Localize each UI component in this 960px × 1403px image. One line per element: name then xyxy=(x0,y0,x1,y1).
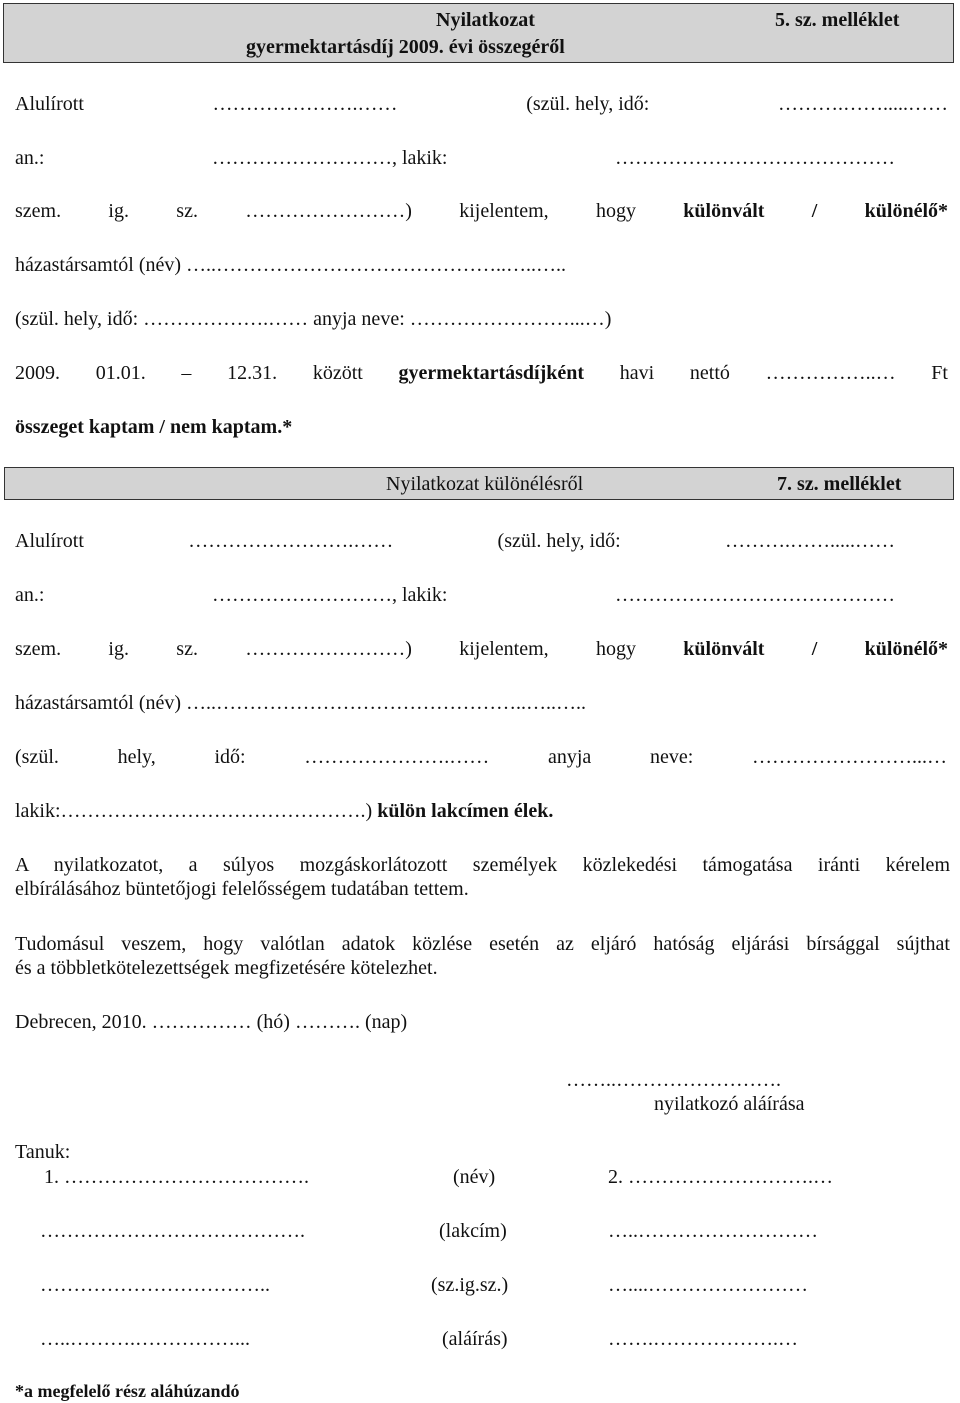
address-blank[interactable]: …………………………………… xyxy=(614,584,895,606)
title-kulonelesrol: Nyilatkozat különélésről xyxy=(386,473,584,495)
label-birth: (szül. hely, idő: xyxy=(15,308,139,330)
word-ido: idő: xyxy=(214,746,246,768)
paragraph-2-line-1: Tudomásul veszem, hogy valótlan adatok közlése esetén az eljáró hatóság eljárási bírsággal sújthat xyxy=(15,933,950,955)
label-alulirott: Alulírott xyxy=(15,93,84,115)
mother-blank[interactable]: ………………………, lakik: xyxy=(211,147,448,169)
title-line-2: gyermektartásdíj 2009. évi összegéről xyxy=(246,36,565,58)
paragraph-1-line-1: A nyilatkozatot, a súlyos mozgáskorlátozott személyek közlekedési támogatása iránti kérelem xyxy=(15,854,950,876)
s2-line-1 xyxy=(15,529,895,553)
s1-line-1 xyxy=(15,92,948,116)
witnesses-title: Tanuk: xyxy=(15,1141,71,1163)
s2-line-4 xyxy=(15,691,586,715)
word-neve: neve: xyxy=(649,746,694,768)
s1-line-3 xyxy=(15,199,948,223)
s1-line-2 xyxy=(15,146,895,170)
s1-line-6 xyxy=(15,361,948,385)
paragraph-2-line-2: és a többletkötelezettségek megfizetésére kötelezhet. xyxy=(15,957,438,979)
witness-1-name[interactable]: 1. ………………………………. xyxy=(44,1166,309,1188)
witness-2-signature[interactable]: …….……………….… xyxy=(608,1328,798,1350)
address-blank[interactable]: ……………………………………….) xyxy=(60,800,373,822)
mother-name-blank[interactable]: ……………………...…) xyxy=(409,308,612,330)
s1-line-7: összeget kaptam / nem kaptam.* xyxy=(15,416,293,438)
word-anyja: anyja xyxy=(547,746,592,768)
address-blank[interactable]: …………………………………… xyxy=(614,147,895,169)
word-szul: (szül. xyxy=(15,746,59,768)
date-line xyxy=(15,1010,407,1034)
word-kozott: között xyxy=(312,362,363,384)
spouse-blank[interactable]: …..………………………………………..…..….. xyxy=(186,692,587,714)
word-hely: hely, xyxy=(117,746,156,768)
word-kijelentem: kijelentem, xyxy=(459,200,549,222)
name-blank[interactable]: …………………….…… xyxy=(188,530,394,552)
id-blank[interactable]: ……………………) xyxy=(245,200,412,222)
amount-blank[interactable]: ……………..… xyxy=(765,362,896,384)
label-ig: ig. xyxy=(108,200,129,222)
signature-blank[interactable]: ……..……………………. xyxy=(566,1069,781,1091)
mother-blank[interactable]: ………………………, lakik: xyxy=(211,584,448,606)
word-havi: havi xyxy=(619,362,655,384)
date-end: 12.31. xyxy=(227,362,278,384)
witness-1-signature[interactable]: …..……….……………... xyxy=(40,1328,250,1350)
option-kulonvalt: különvált xyxy=(683,638,765,660)
month-blank[interactable]: …………… xyxy=(151,1011,252,1033)
s2-line-5 xyxy=(15,745,947,769)
signature-label: nyilatkozó aláírása xyxy=(654,1093,805,1115)
option-separator: / xyxy=(811,638,818,660)
witness-2-address[interactable]: …..……………………… xyxy=(608,1220,818,1242)
birth-blank[interactable]: ……….…….....…… xyxy=(777,93,948,115)
paragraph-1 xyxy=(15,853,950,901)
word-gyermektartasdij: gyermektartásdíjként xyxy=(398,362,585,384)
label-sz: sz. xyxy=(176,200,198,222)
label-mother: an.: xyxy=(15,584,45,606)
id-label: (sz.ig.sz.) xyxy=(431,1274,509,1296)
s2-line-2 xyxy=(15,583,895,607)
s2-line-6 xyxy=(15,799,553,823)
option-kulonelo: különélő* xyxy=(864,638,948,660)
year: 2009. xyxy=(15,362,60,384)
dash: – xyxy=(181,362,192,384)
label-birth: (szül. hely, idő: xyxy=(526,93,650,115)
title-line-1: Nyilatkozat xyxy=(436,9,535,31)
separate-address-text: külön lakcímen élek. xyxy=(377,800,554,822)
annex-label-5: 5. sz. melléklet xyxy=(775,9,900,31)
option-kulonvalt: különvált xyxy=(683,200,765,222)
label-sz: sz. xyxy=(176,638,198,660)
witness-2-id[interactable]: …....…………………… xyxy=(608,1274,808,1296)
word-hogy: hogy xyxy=(595,638,636,660)
witness-1-address[interactable]: …………………………………. xyxy=(40,1220,305,1242)
s1-line-5 xyxy=(15,307,611,331)
label-spouse: házastársamtól (név) xyxy=(15,254,182,276)
paragraph-1-line-2: elbírálásához büntetőjogi felelősségem tudatában tettem. xyxy=(15,878,469,900)
month-label: (hó) xyxy=(256,1011,290,1033)
label-szem: szem. xyxy=(15,200,62,222)
s1-line-4 xyxy=(15,253,566,277)
label-lakik: lakik: xyxy=(15,800,61,822)
spouse-blank[interactable]: …..……………………………………..…..….. xyxy=(186,254,567,276)
name-blank[interactable]: ………………….…… xyxy=(212,93,398,115)
currency: Ft xyxy=(931,362,948,384)
label-spouse: házastársamtól (név) xyxy=(15,692,182,714)
s2-line-3 xyxy=(15,637,948,661)
id-blank[interactable]: ……………………) xyxy=(245,638,412,660)
day-label: (nap) xyxy=(364,1011,408,1033)
birth-blank[interactable]: ……………….…… xyxy=(143,308,309,330)
label-ig: ig. xyxy=(108,638,129,660)
place-year: Debrecen, 2010. xyxy=(15,1011,147,1033)
date-start: 01.01. xyxy=(95,362,146,384)
label-alulirott: Alulírott xyxy=(15,530,84,552)
signature-label-witness: (aláírás) xyxy=(442,1328,508,1350)
option-kulonelo: különélő* xyxy=(864,200,948,222)
paragraph-2 xyxy=(15,932,950,980)
footnote: *a megfelelő rész aláhúzandó xyxy=(15,1381,240,1401)
label-szem: szem. xyxy=(15,638,62,660)
witness-1-id[interactable]: …………………………….. xyxy=(40,1274,270,1296)
birth-blank[interactable]: ………………….…… xyxy=(304,746,490,768)
word-netto: nettó xyxy=(689,362,730,384)
address-label: (lakcím) xyxy=(439,1220,507,1242)
word-hogy: hogy xyxy=(595,200,636,222)
birth-blank[interactable]: ……….…….....…… xyxy=(725,530,895,552)
witness-2-name[interactable]: 2. ……………………….… xyxy=(608,1166,833,1188)
option-separator: / xyxy=(811,200,818,222)
label-mother-name: anyja neve: xyxy=(313,308,405,330)
label-mother: an.: xyxy=(15,147,45,169)
name-label: (név) xyxy=(453,1166,496,1188)
word-kijelentem: kijelentem, xyxy=(459,638,549,660)
day-blank[interactable]: ………. xyxy=(294,1011,360,1033)
annex-label-7: 7. sz. melléklet xyxy=(777,473,902,495)
mother-name-blank[interactable]: ……………………...… xyxy=(752,746,947,768)
label-birth: (szül. hely, idő: xyxy=(497,530,621,552)
